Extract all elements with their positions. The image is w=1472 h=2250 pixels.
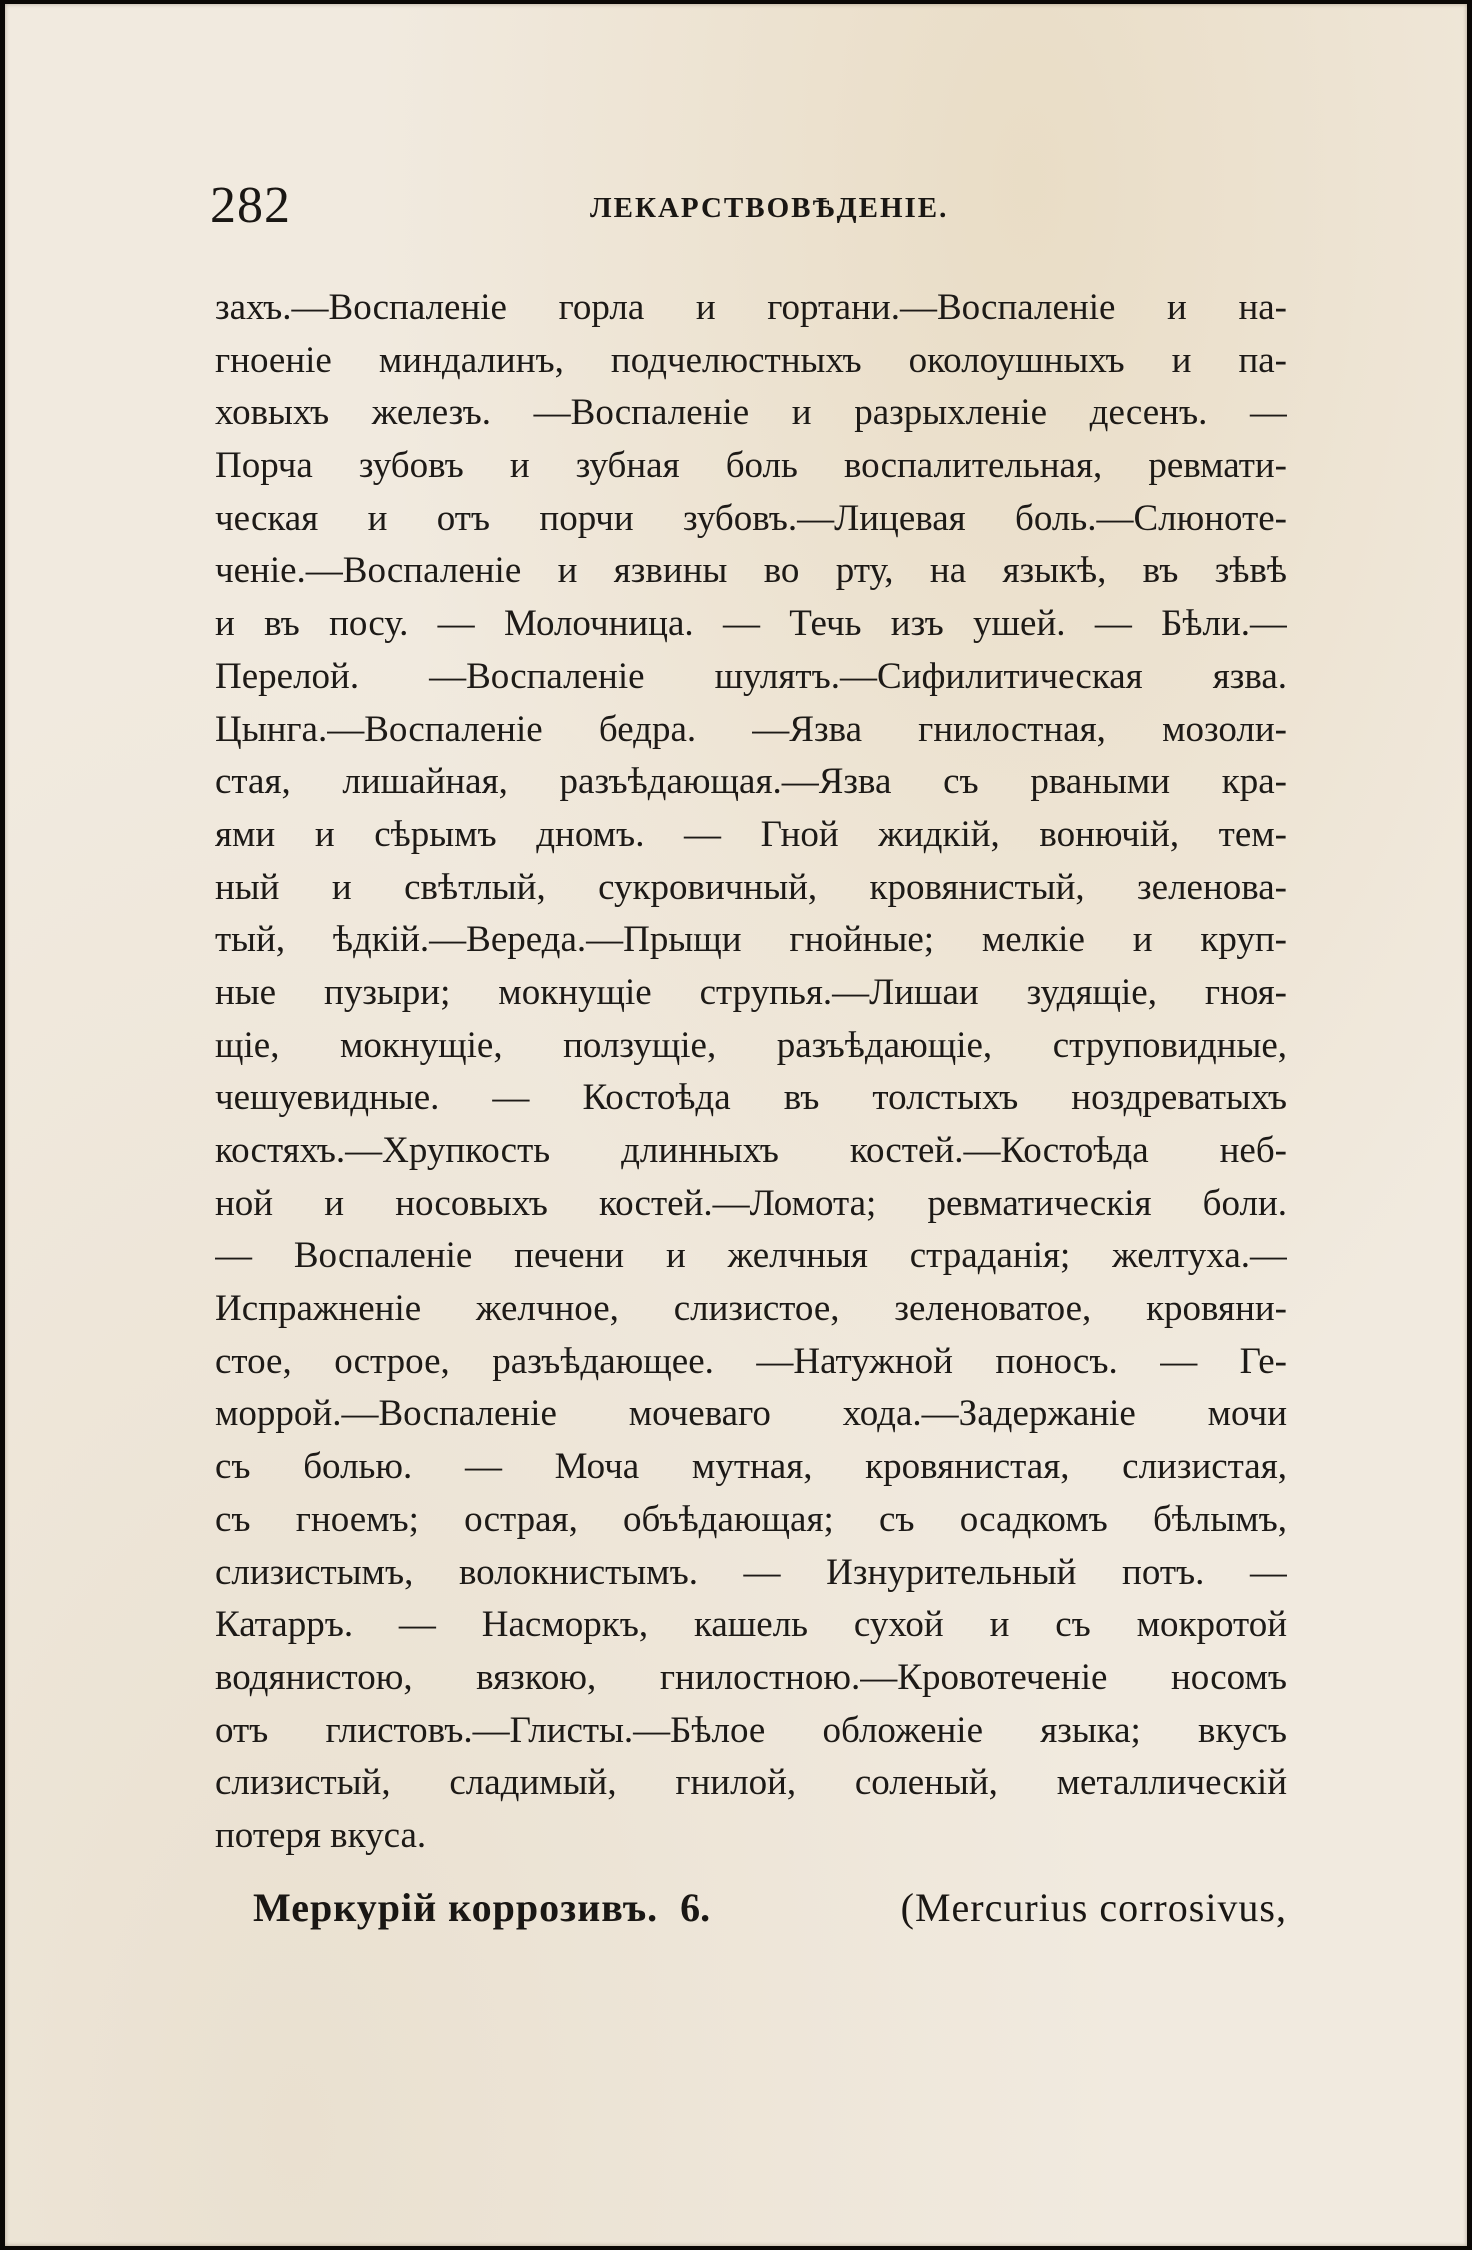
text-line: щіе, мокнущіе, ползущіе, разъѣдающіе, струповидные,: [215, 1024, 1287, 1066]
text-line: и въ посу. — Молочница. — Течь изъ ушей. — Бѣли.—: [215, 603, 1287, 645]
text-line: захъ.—Воспаленіе горла и гортани.—Воспаленіе и на-: [215, 287, 1287, 328]
text-line: слизистый, сладимый, гнилой, соленый, металлическій: [215, 1762, 1287, 1804]
text-line: ченіе.—Воспаленіе и язвины во рту, на языкѣ, въ зѣвѣ: [215, 550, 1287, 592]
text-line: водянистою, вязкою, гнилостною.—Кровотеченіе носомъ: [215, 1656, 1287, 1698]
text-line: костяхъ.—Хрупкость длинныхъ костей.—Костоѣда неб-: [215, 1130, 1287, 1171]
text-line: — Воспаленіе печени и желчныя страданія; желтуха.—: [215, 1235, 1287, 1277]
remedy-title: Меркурій коррозивъ.: [253, 1885, 659, 1930]
text-line: отъ глистовъ.—Глисты.—Бѣлое обложеніе языка; вкусъ: [215, 1709, 1287, 1751]
text-line: Катарръ. — Насморкъ, кашель сухой и съ мокротой: [215, 1604, 1287, 1646]
text-line: Перелой. —Воспаленіе шулятъ.—Сифилитическая язва.: [215, 655, 1287, 697]
text-line: ческая и отъ порчи зубовъ.—Лицевая боль.—Слюноте-: [215, 497, 1287, 539]
text-line: Цынга.—Воспаленіе бедра. —Язва гнилостная, мозоли-: [215, 708, 1287, 750]
text-line: Порча зубовъ и зубная боль воспалительная, ревмати-: [215, 445, 1287, 487]
text-line: стая, лишайная, разъѣдающая.—Язва съ рваными кра-: [215, 761, 1287, 803]
page-header: [210, 176, 1287, 246]
text-line: моррой.—Воспаленіе мочеваго хода.—Задержаніе мочи: [215, 1393, 1287, 1435]
book-page: [5, 4, 1467, 2246]
page-number: 282: [210, 177, 291, 234]
text-line: ями и сѣрымъ дномъ. — Гной жидкій, вонючій, тем-: [215, 813, 1287, 855]
text-line: ный и свѣтлый, сукровичный, кровянистый, зеленова-: [215, 866, 1287, 908]
body-text: [215, 282, 1287, 1863]
text-line: ные пузыри; мокнущіе струпья.—Лишаи зудящіе, гноя-: [215, 971, 1287, 1013]
text-line: стое, острое, разъѣдающее. —Натужной поносъ. — Ге-: [215, 1340, 1287, 1382]
text-line: потеря вкуса.: [215, 1814, 427, 1856]
text-line: ховыхъ железъ. —Воспаленіе и разрыхленіе десенъ. —: [215, 392, 1287, 434]
text-line: съ болью. — Моча мутная, кровянистая, слизистая,: [215, 1446, 1287, 1488]
text-line: тый, ѣдкій.—Вереда.—Прыщи гнойные; мелкіе и круп-: [215, 919, 1287, 961]
text-line: ной и носовыхъ костей.—Ломота; ревматическія боли.: [215, 1182, 1287, 1224]
text-line: Испражненіе желчное, слизистое, зеленоватое, кровяни-: [215, 1288, 1287, 1330]
running-head: ЛЕКАРСТВОВѢДЕНІЕ.: [590, 192, 949, 224]
remedy-entry-heading: [253, 1879, 1287, 1937]
remedy-latin-name: (Mercurius corrosivus,: [900, 1885, 1287, 1930]
remedy-number: 6.: [680, 1885, 711, 1930]
text-line: чешуевидные. — Костоѣда въ толстыхъ ноздреватыхъ: [215, 1077, 1287, 1119]
text-line: съ гноемъ; острая, объѣдающая; съ осадкомъ бѣлымъ,: [215, 1498, 1287, 1540]
text-line: гноеніе миндалинъ, подчелюстныхъ околоушныхъ и па-: [215, 339, 1287, 381]
text-line: слизистымъ, волокнистымъ. — Изнурительный потъ. —: [215, 1551, 1287, 1593]
